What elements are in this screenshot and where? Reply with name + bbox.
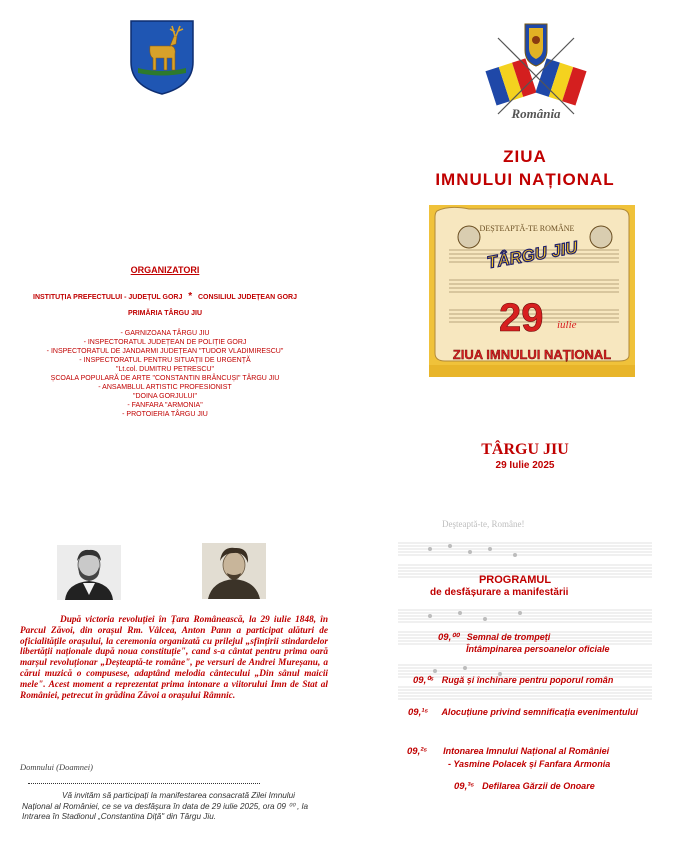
program-text: Rugă și închinare pentru poporul român — [441, 675, 614, 685]
program-time: 09,⁰⁵ — [413, 675, 434, 686]
portrait-andrei-muresanu — [202, 543, 266, 599]
program-item — [466, 644, 610, 655]
organizer-item: - INSPECTORATUL DE JANDARMI JUDEȚEAN "TUDOR VLADIMIRESCU" — [46, 348, 284, 355]
divider-line — [28, 783, 260, 784]
program-item — [448, 759, 610, 770]
county-council: CONSILIUL JUDEȚEAN GORJ — [197, 294, 297, 301]
program-time: 09,⁰⁰ — [438, 632, 459, 643]
organizer-item: ȘCOALA POPULARĂ DE ARTE "CONSTANTIN BRÂNCUȘI" TÂRGU JIU — [50, 375, 280, 382]
program-text: Alocuțiune privind semnificația evenimentului — [441, 707, 638, 717]
anthem-day-poster — [429, 205, 635, 377]
separator-star: * — [188, 291, 193, 302]
program-item — [408, 707, 638, 718]
organizer-item: - INSPECTORATUL JUDEȚEAN DE POLIȚIE GORJ — [83, 339, 247, 346]
city-hall: PRIMĂRIA TÂRGU JIU — [127, 310, 203, 317]
organizers-title: ORGANIZATORI — [130, 265, 200, 275]
portrait-anton-pann — [57, 545, 121, 600]
program-subtitle: de desfășurare a manifestării — [430, 587, 569, 598]
program-text: Intonarea Imnului Național al României — [443, 746, 610, 756]
program-time: 09,³⁵ — [454, 781, 475, 792]
program-text: Semnal de trompeți — [466, 632, 551, 642]
gorj-coat-of-arms — [128, 18, 196, 96]
organizer-item: - PROTOIERIA TÂRGU JIU — [122, 411, 208, 418]
title-line-1: ZIUA — [503, 147, 547, 166]
organizer-item: - GARNIZOANA TÂRGU JIU — [120, 330, 210, 337]
invitee-line: Domnului (Doamnei) — [20, 762, 93, 772]
poster-score-title: DEȘTEAPTĂ-TE ROMÂNE — [479, 224, 575, 233]
program-item — [438, 632, 550, 643]
event-date: 29 Iulie 2025 — [495, 460, 555, 471]
prefect-institution: INSTITUȚIA PREFECTULUI - JUDEȚUL GORJ — [33, 294, 183, 301]
poster-city: TÂRGU JIU — [485, 237, 580, 273]
organizer-item: "DOINA GORJULUI" — [132, 393, 198, 400]
history-text: După victoria revoluției în Țara Românească, la 29 iulie 1848, în Parcul Zăvoi, din orașul Rm. Vâlcea, Anton Pann a participat alături de oficialitățile orașului, la ceremonia organizată cu prilejul „sfințirii stindardelor libertății naționale după noua constituție", cand s-a cântat pentru prima oară marșul revoluționar „Deșteaptă-te române", pe versuri de Andrei Mureșanu, a cărui muzică o compusese, adaptând melodia cântecului „Din sânul maicii mele". Acest moment a reprezentat prima intonare a viitorului Imn de Stat al României, petrecut în grădina Zăvoi a orașului Râmnic. — [20, 615, 328, 701]
organizer-item: - ANSAMBLUL ARTISTIC PROFESIONIST — [98, 384, 232, 391]
program-text: Defilarea Gărzii de Onoare — [482, 781, 595, 791]
invitation-text: Vă invităm să participați la manifestarea consacrată Zilei Imnului Național al României, ce se va desfășura în data de 29 iulie 2025, ora 09 ⁰⁰ , la Intrarea în Stadionul „Constantina Diță" din Târgu Jiu. — [22, 791, 309, 822]
program-time: 09,¹⁵ — [408, 707, 429, 718]
program-time: 09,²⁵ — [407, 746, 428, 757]
program-text: Întâmpinarea persoanelor oficiale — [466, 644, 610, 654]
poster-day: 29 — [499, 296, 544, 340]
romania-label: România — [511, 106, 561, 121]
event-city: TÂRGU JIU — [481, 441, 569, 458]
organizer-item: "Lt.col. DUMITRU PETRESCU" — [116, 366, 214, 373]
sheet-title: Deşteaptă-te, Române! — [442, 519, 525, 529]
poster-banner: ZIUA IMNULUI NAȚIONAL — [452, 347, 612, 362]
program-item — [407, 746, 609, 757]
title-line-2: IMNULUI NAȚIONAL — [435, 170, 615, 189]
program-item — [413, 675, 613, 686]
organizer-item: - FANFARA "ARMONIA" — [127, 402, 203, 409]
program-title: PROGRAMUL — [478, 574, 552, 586]
poster-month: iulie — [557, 319, 577, 331]
organizer-item: - INSPECTORATUL PENTRU SITUAȚII DE URGENȚĂ — [79, 357, 251, 364]
organizers-line-1 — [0, 292, 330, 302]
romania-emblem — [482, 18, 590, 122]
program-item — [454, 781, 595, 792]
program-text: - Yasmine Polacek și Fanfara Armonia — [448, 759, 611, 769]
